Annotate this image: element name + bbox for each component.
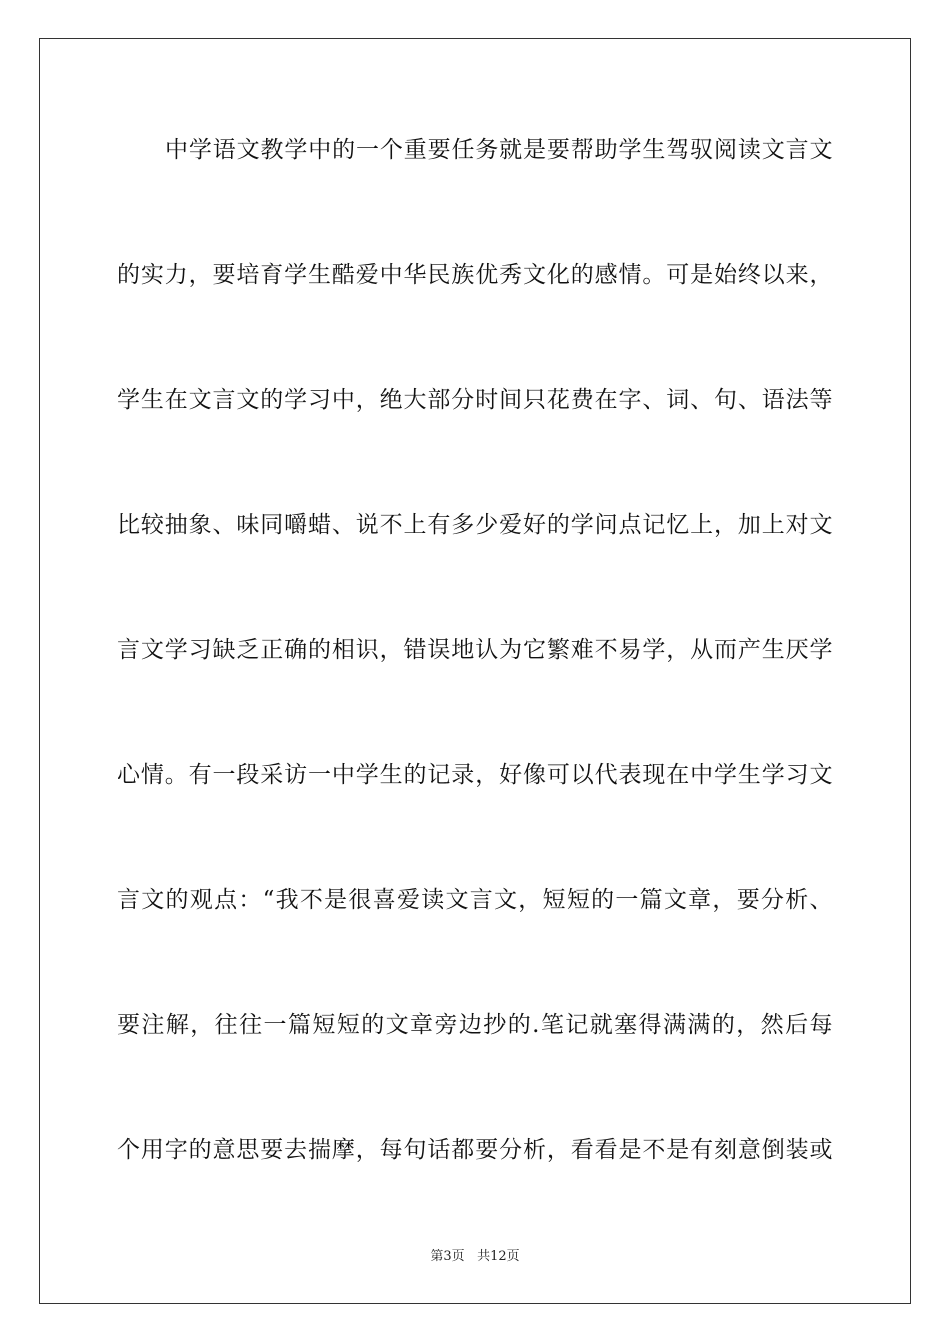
page-number: 第3页 [430,1249,465,1264]
text-line: 中学语文教学中的一个重要任务就是要帮助学生驾驭阅读文言文 [165,137,833,163]
text-line: 言文的观点：“我不是很喜爱读文言文，短短的一篇文章，要分析、 [117,887,833,913]
text-line: 心情。有一段采访一中学生的记录，好像可以代表现在中学生学习文 [117,762,833,788]
text-line: 言文学习缺乏正确的相识，错误地认为它繁难不易学，从而产生厌学 [117,637,833,663]
text-line: 学生在文言文的学习中，绝大部分时间只花费在字、词、句、语法等 [117,387,833,413]
text-line: 个用字的意思要去揣摩，每句话都要分析，看看是不是有刻意倒装或 [117,1137,833,1163]
text-line: 要注解，往往一篇短短的文章旁边抄的.笔记就塞得满满的，然后每 [117,1012,833,1038]
page-border [39,38,911,1304]
page-footer [0,1248,950,1266]
text-line: 比较抽象、味同嚼蜡、说不上有多少爱好的学问点记忆上，加上对文 [117,512,833,538]
text-line: 的实力，要培育学生酷爱中华民族优秀文化的感情。可是始终以来， [117,262,833,288]
page-total: 共12页 [477,1249,520,1264]
